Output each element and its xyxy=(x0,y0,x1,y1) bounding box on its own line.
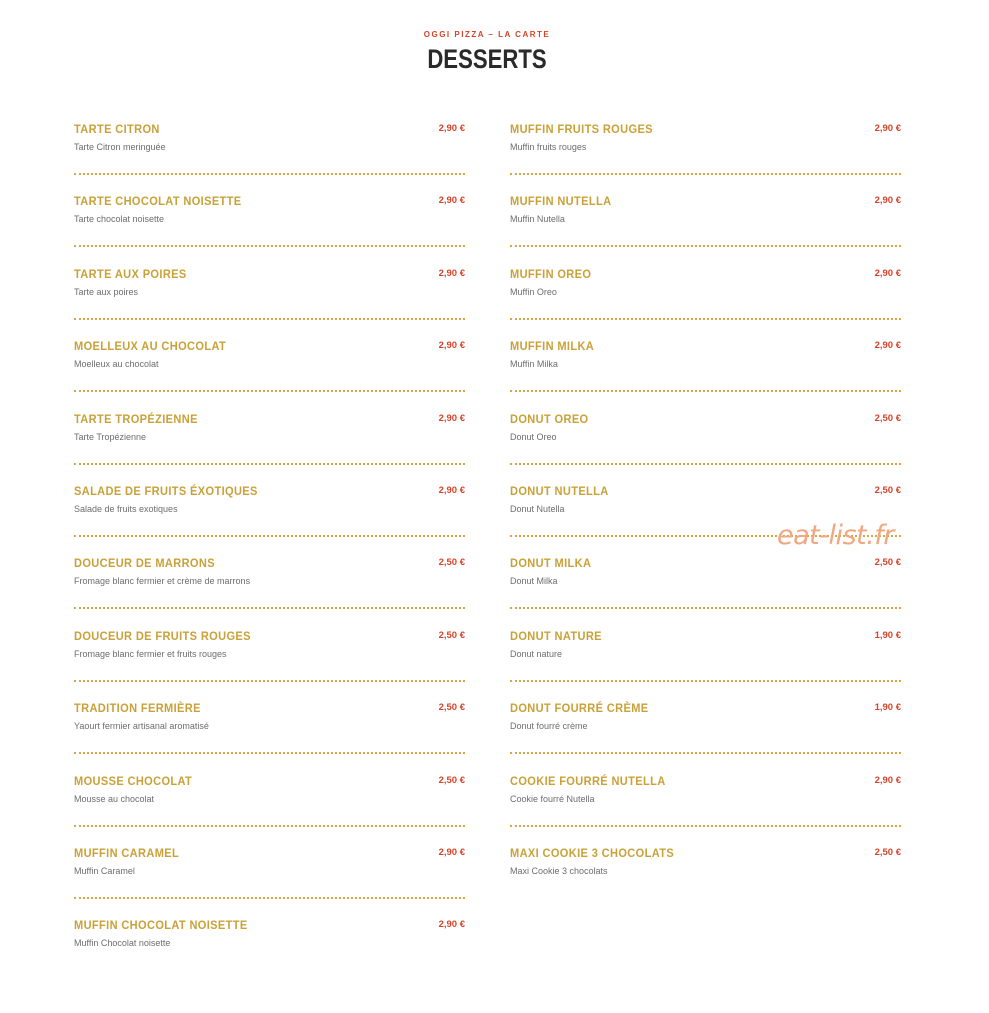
menu-item-name: TARTE CITRON xyxy=(74,122,160,136)
menu-item xyxy=(74,914,465,986)
menu-item-price: 1,90 € xyxy=(874,702,901,714)
menu-item-name: COOKIE FOURRÉ NUTELLA xyxy=(510,773,666,788)
menu-item-price: 2,90 € xyxy=(438,412,465,424)
menu-item-description: Muffin Chocolat noisette xyxy=(74,938,171,949)
menu-item-name: MUFFIN OREO xyxy=(510,266,592,281)
menu-item-price: 2,50 € xyxy=(438,557,465,569)
menu-item-name: TARTE CHOCOLAT NOISETTE xyxy=(74,194,242,209)
menu-item xyxy=(74,625,465,697)
menu-item xyxy=(74,190,465,262)
menu-item-description: Donut Milka xyxy=(510,576,558,587)
menu-item-name: DONUT OREO xyxy=(510,411,589,426)
menu-item-name: MAXI COOKIE 3 CHOCOLATS xyxy=(510,845,675,860)
menu-item xyxy=(510,552,901,624)
menu-item xyxy=(510,190,901,262)
menu-item-price: 2,90 € xyxy=(438,267,465,279)
menu-item-name: SALADE DE FRUITS ÉXOTIQUES xyxy=(74,483,258,498)
menu-item-description: Tarte Tropézienne xyxy=(74,431,147,442)
menu-item xyxy=(510,770,901,842)
menu-item-price: 2,50 € xyxy=(438,629,465,641)
menu-item-description: Tarte Citron meringuée xyxy=(74,142,166,152)
menu-item-name: MUFFIN FRUITS ROUGES xyxy=(510,122,653,136)
menu-item-description: Donut Oreo xyxy=(510,431,557,442)
menu-item-name: DONUT MILKA xyxy=(510,556,592,571)
menu-item-description: Mousse au chocolat xyxy=(74,793,155,804)
menu-column-left xyxy=(74,118,465,987)
menu-item-price: 1,90 € xyxy=(874,629,901,641)
menu-item xyxy=(510,697,901,769)
menu-item xyxy=(74,770,465,842)
menu-item-description: Fromage blanc fermier et crème de marrons xyxy=(74,576,251,587)
menu-item-price: 2,90 € xyxy=(438,846,465,858)
menu-item-description: Tarte aux poires xyxy=(74,286,139,297)
menu-item-description: Cookie fourré Nutella xyxy=(510,793,595,804)
menu-item xyxy=(510,408,901,480)
menu-item-name: MOUSSE CHOCOLAT xyxy=(74,773,193,788)
menu-item xyxy=(74,697,465,769)
menu-item xyxy=(510,118,901,190)
menu-item xyxy=(510,625,901,697)
menu-item-description: Fromage blanc fermier et fruits rouges xyxy=(74,648,227,659)
menu-item-name: DONUT FOURRÉ CRÈME xyxy=(510,701,649,716)
menu-item-price: 2,50 € xyxy=(874,484,901,496)
watermark: eat-list.fr xyxy=(777,520,894,551)
menu-item-price: 2,90 € xyxy=(438,919,465,931)
menu-item-description: Maxi Cookie 3 chocolats xyxy=(510,865,608,876)
menu-item-price: 2,90 € xyxy=(874,267,901,279)
menu-item-description: Muffin fruits rouges xyxy=(510,142,587,152)
menu-item xyxy=(510,263,901,335)
menu-item-description: Donut Nutella xyxy=(510,503,565,514)
menu-item-description: Tarte chocolat noisette xyxy=(74,214,165,225)
menu-item xyxy=(510,842,901,914)
menu-item-price: 2,50 € xyxy=(438,774,465,786)
menu-item-price: 2,50 € xyxy=(438,702,465,714)
menu-item-price: 2,90 € xyxy=(874,123,901,134)
menu-item-price: 2,50 € xyxy=(874,846,901,858)
menu-item-description: Donut nature xyxy=(510,648,563,659)
menu-item xyxy=(74,335,465,407)
menu-item xyxy=(74,118,465,190)
menu-item-price: 2,50 € xyxy=(874,557,901,569)
menu-item-name: MUFFIN MILKA xyxy=(510,339,595,354)
menu-item-price: 2,90 € xyxy=(438,123,465,134)
menu-item-name: DONUT NUTELLA xyxy=(510,483,609,498)
menu-item-name: DOUCEUR DE FRUITS ROUGES xyxy=(74,628,251,643)
menu-item-price: 2,90 € xyxy=(874,774,901,786)
menu-item-price: 2,90 € xyxy=(874,340,901,352)
menu-item xyxy=(74,408,465,480)
menu-item xyxy=(74,480,465,552)
menu-column-right xyxy=(510,118,901,914)
menu-item-price: 2,50 € xyxy=(874,412,901,424)
menu-item-description: Muffin Caramel xyxy=(74,865,135,876)
menu-item-price: 2,90 € xyxy=(874,195,901,207)
menu-item-price: 2,90 € xyxy=(438,340,465,352)
menu-item-name: MUFFIN NUTELLA xyxy=(510,194,612,209)
menu-item xyxy=(74,842,465,914)
menu-item-name: TARTE AUX POIRES xyxy=(74,266,187,281)
menu-item-name: MUFFIN CARAMEL xyxy=(74,845,180,860)
menu-item-price: 2,90 € xyxy=(438,484,465,496)
menu-item-description: Muffin Milka xyxy=(510,359,558,370)
menu-kicker: OGGI PIZZA – LA CARTE xyxy=(423,30,551,39)
menu-item-description: Moelleux au chocolat xyxy=(74,359,159,370)
menu-item xyxy=(74,552,465,624)
menu-item-description: Muffin Oreo xyxy=(510,286,557,297)
menu-item-description: Donut fourré crème xyxy=(510,721,588,732)
menu-item-name: DONUT NATURE xyxy=(510,628,602,643)
menu-item-description: Muffin Nutella xyxy=(510,214,565,225)
menu-item-price: 2,90 € xyxy=(438,195,465,207)
menu-item-description: Yaourt fermier artisanal aromatisé xyxy=(74,721,209,732)
page-title: DESSERTS xyxy=(427,44,547,74)
menu-item-description: Salade de fruits exotiques xyxy=(74,503,178,514)
menu-item-name: MOELLEUX AU CHOCOLAT xyxy=(74,339,227,354)
menu-item-name: TRADITION FERMIÈRE xyxy=(74,701,201,716)
menu-item-name: DOUCEUR DE MARRONS xyxy=(74,556,215,571)
menu-item-name: MUFFIN CHOCOLAT NOISETTE xyxy=(74,918,248,933)
menu-item xyxy=(74,263,465,335)
menu-item xyxy=(510,335,901,407)
menu-item-name: TARTE TROPÉZIENNE xyxy=(74,411,198,426)
